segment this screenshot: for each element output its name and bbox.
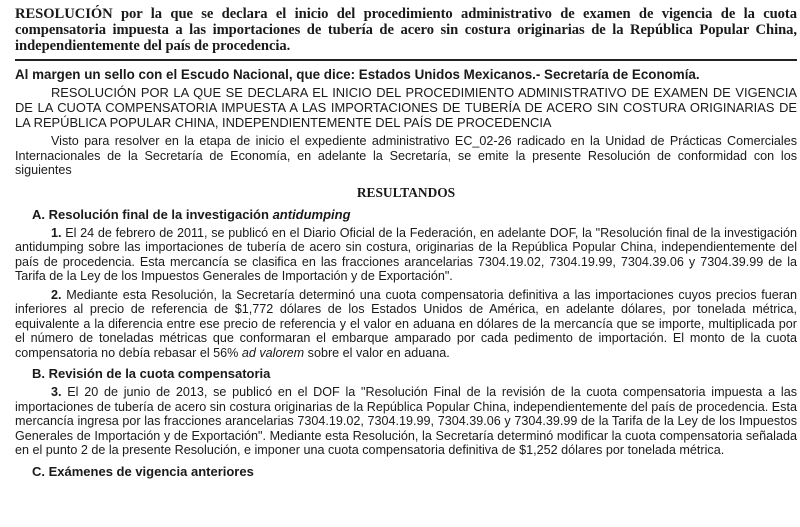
item-2-text-after: sobre el valor en aduana. <box>304 345 450 360</box>
title-rest: por la que se declara el inicio del procedimiento administrativo de examen de vigencia de la cuota compensatoria impuesta a las importaciones de tubería de acero sin costura originarias de la República Popular China, independientemente del país de procedencia. <box>15 6 797 54</box>
item-2-text-before: Mediante esta Resolución, la Secretaría determinó una cuota compensatoria definitiva a las importaciones cuyos precios fueran inferiores al precio de referencia de $1,772 dólares de los Estados Unidos de América, en adelante dólares, por tonelada métrica, equivalente a la diferencia entre ese precio de referencia y el valor en aduana en dólares de la mercancía que se importe, multiplicada por el número de toneladas métricas que conformaran el embarque amparado por cada pedimento de importación. El monto de la cuota compensatoria no debía rebasar el 56% <box>15 287 797 360</box>
item-3-paragraph <box>15 385 797 458</box>
margin-note: Al margen un sello con el Escudo Nacional, que dice: Estados Unidos Mexicanos.- Secretaría de Economía. <box>15 67 700 82</box>
section-a-heading <box>15 207 797 222</box>
resultandos-heading: RESULTANDOS <box>356 184 456 200</box>
item-3-text: El 20 de junio de 2013, se publicó en el DOF la "Resolución Final de la revisión de la cuota compensatoria impuesta a las importaciones de tubería de acero sin costura originarias de la República Popular China, independientemente del país de procedencia. Esta mercancía ingresa por las fracciones arancelarias 7304.19.02, 7304.19.99, 7304.39.06 y 7304.39.99 de la Tarifa de la Ley de los Impuestos Generales de Importación y de Exportación". Mediante esta Resolución, la Secretaría determinó modificar la cuota compensatoria señalada en el punto 2 de la presente Resolución, e imponer una cuota compensatoria definitiva de $1,252 dólares por tonelada métrica. <box>15 385 797 458</box>
resolution-title <box>15 6 797 61</box>
section-a-italic: antidumping <box>272 206 351 222</box>
section-a-label: A. Resolución final de la investigación <box>32 206 273 222</box>
item-2-italic: ad valorem <box>241 345 305 360</box>
item-2-paragraph <box>15 288 797 361</box>
intro-paragraph: Visto para resolver en la etapa de inicio el expediente administrativo EC_02-26 radicado en la Unidad de Prácticas Comerciales Internacionales de la Secretaría de Economía, en adelante la Secretaría, se emite la presente Resolución de conformidad con los siguientes <box>15 134 797 178</box>
section-b-label: B. Revisión de la cuota compensatoria <box>32 366 271 382</box>
item-3-number: 3. <box>51 385 62 400</box>
item-2-number: 2. <box>51 287 62 302</box>
item-1-paragraph <box>15 226 797 284</box>
item-1-number: 1. <box>51 225 62 240</box>
title-lead: RESOLUCIÓN <box>15 6 113 22</box>
section-b-heading <box>15 366 797 381</box>
document-page <box>15 6 797 479</box>
section-c-heading-cut: C. Exámenes de vigencia anteriores <box>32 463 254 479</box>
caps-title-paragraph: RESOLUCIÓN POR LA QUE SE DECLARA EL INICIO DEL PROCEDIMIENTO ADMINISTRATIVO DE EXAMEN DE VIGENCIA DE LA CUOTA COMPENSATORIA IMPUESTA A LAS IMPORTACIONES DE TUBERÍA DE ACERO SIN COSTURA ORIGINARIAS DE LA REPÚBLICA POPULAR CHINA, INDEPENDIENTEMENTE DEL PAÍS DE PROCEDENCIA <box>15 85 797 130</box>
item-1-text: El 24 de febrero de 2011, se publicó en el Diario Oficial de la Federación, en adelante DOF, la "Resolución final de la investigación antidumping sobre las importaciones de tubería de acero sin costura, originarias de la República Popular China, independientemente del país de procedencia. Esta mercancía se clasifica en las fracciones arancelarias 7304.19.02, 7304.19.99, 7304.39.06 y 7304.39.99 de la Tarifa de la Ley de los Impuestos Generales de Importación y de Exportación". <box>15 225 797 284</box>
